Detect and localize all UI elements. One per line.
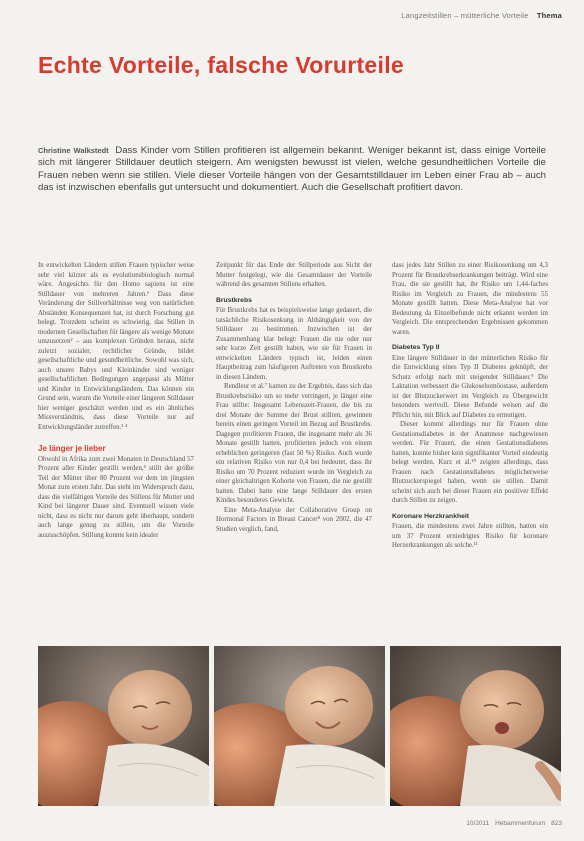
magazine-name: Hebammenforum <box>495 820 546 827</box>
paragraph: Für Brustkrebs hat es beispielsweise lange gedauert, die tatsächliche Risikosenkung in Abhängigkeit von der Stilldauer zu bestimmen. Inzwischen ist der Zusammenhang klar belegt: Frauen die nie oder nur sehr kurze Zeit gestillt haben, wie sie für Frauen in entwickelten Ländern typisch ist, leiden einen Hauptbeitrag zum häufigeren Auftreten von Brustkrebs in diesen Ländern. <box>216 307 372 381</box>
paragraph: Rendleur et al.⁷ kamen zu der Ergebnis, dass sich das Brustkrebsrisiko um so mehr verringert, je länger eine Frau stillte: Insgesamt Lebenszeit-Frauen, die bis zu drei Monate der Summe der Brust stillten, gewinnen bereits einen geringen Vorteil im Bezug auf Brustkrebs. Dagegen profitieren Frauen, die insgesamt mehr als 36 Monate gestillt hatten, profitierten jedoch von einem erheblichen geringeren (fast 50 %) Risiko. Auch wurde ein relativen Risiko von nur 0,4 bei bedeutet, dass ihr Risiko um 70 Prozent reduziert wurde im Vergleich zu einer gleichaltrigen Kohorte von Frauen, die nie gestillt hatten. Dabei hatte eine lange Stilldauer des ersten Kindes besonderes Gewicht. <box>216 383 372 504</box>
paragraph: Dieser kommt allerdings nur für Frauen ohne Gestationsdiabetes in der Anamnese nachgewiesen werden. Für Frauen, die einen Gestationsdiabetes hatten, konnte bisher kein signifikanter Vorteil eindeutig belegt werden. Kurz et al.¹⁰ zeigten allerdings, dass Frauen nach Gestationsdiabetes möglicherweise Blutzuckerspiegel haben, wenn sie stillen. Damit scheint sich auch bei dieser Frauen ein positiver Effekt durch Stillen zu zeigen. <box>392 421 548 504</box>
subheading: Brustkrebs <box>216 296 252 304</box>
subheading: Koronare Herzkrankheit <box>392 512 470 520</box>
header-section: Thema <box>536 11 562 20</box>
paragraph: dass jedes Jahr Stillen zu einer Risikosenkung um 4,3 Prozent für Brustkrebserkrankungen beiträgt. Wird eine Frau, die sie gestillt hat, ihr Risiko um 1,44-faches Risiko im Vergleich zu Frauen, die mindestens 55 Monate gestillt hatten. Diese Meta-Analyse hat vor Bedeutung da Einzelbefunde nicht erkannt werden im Vergleich. Die entsprechenden Ergebnissen gekommen waren. <box>392 262 548 336</box>
paragraph: Obwohl in Afrika zum zwei Monaten in Deutschland 57 Prozent aller Kinder gestillt werden,⁵ stillt der größte Teil der Mütter über 80 Prozent vor dem im jüngsten Monat zum ersten Jahr. Das steht im Widerspruch dazu, dass die vielfältigen Vorteile des Stillens für Mutter und Kind bei längerer Dauer sind. Eventuell wissen viele nicht, dass es nicht nur darum geht überhaupt, sondern auch lange genug zu stillen, um die Vorteile auszuschöpfen. Stillung konnte kein idealer <box>38 455 194 539</box>
issue-number: 10/2011 <box>466 820 490 827</box>
subheading: Diabetes Typ II <box>392 344 440 351</box>
text-column-3 <box>392 261 548 551</box>
photo-baby-smiling <box>214 646 385 806</box>
subheading: Je länger je lieber <box>38 444 106 453</box>
paragraph: Zeitpunkt für das Ende der Stillperiode aus Sicht der Mutter festgelegt, wie die Gesamtdauer der Vorteile während des gesamten Stillens erhalten. <box>216 262 372 288</box>
paragraph: Eine Meta-Analyse der Collaborative Group on Hormonal Factors in Breast Cancer⁸ von 2002, die 47 Studien verglich, fand, <box>216 506 372 533</box>
paragraph: In entwickelten Ländern stillen Frauen typischer weise sehr viel kürzer als es evolutionsbiologisch normal wäre. Angesichts für den Homo sapiens ist eine Stilldauer von mehreren Jahren.¹ Dass diese Veränderung der Stillverhältnisse weg von natürlichen Abständen Konsequenzen hat, ist durch Forschung gut belegt. Trotzdem scheint es schwierig, das Stillen in modernen Gesellschaften für längere als wenige Monate umzusetzen² – aus komplexen Gründen heraus, nicht zuletzt sozialer, rechtlicher Gründe, bildet gesellschaftliche und gesundheitliche. Sowohl was sich, auch unsere Babys und Kleinkinder sind weniger gesellschaftlichen Bedingungen angepasst als Mütter und Kinder in Entwicklungsländern. Das können ein Grund sein, warum die Vorteile einer längeren Stilldauer hier weniger geschätzt werden und es ein ähnliches Missverständnis, dass diese Vorteile nur auf Entwicklungsländer zutreffen.³ ⁴ <box>38 262 194 431</box>
header-kicker: Langzeitstillen – mütterliche Vorteile <box>401 11 529 20</box>
running-header <box>401 11 562 20</box>
intro-text: Dass Kinder vom Stillen profitieren ist allgemein bekannt. Weniger bekannt ist, dass einige Vorteile sich mit längerer Stilldauer deutlich steigern. Am wenigsten bewusst ist vielen, welche gesundheitlichen Vorteile die Frauen neben wenn sie stillen. Viele dieser Vorteile hängen von der Gesamtstilldauer im Leben einer Frau ab – auch das ist inzwischen ebenfalls gut untersucht und dokumentiert. Auch die Gesellschaft profitiert davon. <box>38 145 546 194</box>
text-column-2 <box>216 261 372 534</box>
article-intro <box>38 145 546 195</box>
paragraph: Eine längere Stilldauer in der mütterlichen Risiko für die Entwicklung eines Typ II Diabetes geknüpft, der Schutz erfolgt nach mit steigender Stilldauer.⁹ Die Laktation verbessert die Glukosehomöostase, außerdem ist der Blutzuckerwert im Vergleich zu Übergewicht besonders wertvoll. Diese Befunde weisen auf die Pflicht hin, mit Blick auf Diabetes zu ermutigen. <box>392 354 548 419</box>
page-number: 823 <box>551 820 562 827</box>
text-column-1 <box>38 261 194 540</box>
article-title: Echte Vorteile, falsche Vorurteile <box>38 52 404 78</box>
photo-baby-sleeping <box>38 646 209 806</box>
paragraph: Frauen, die mindestens zwei Jahre stillten, hatten ein um 37 Prozent erniedrigtes Risiko für koronare Herzerkrankungen als solche.¹¹ <box>392 523 548 549</box>
author-name: Christine Walkstedt <box>38 146 109 155</box>
page-footer <box>462 820 562 827</box>
photo-baby-yawning <box>390 646 561 806</box>
